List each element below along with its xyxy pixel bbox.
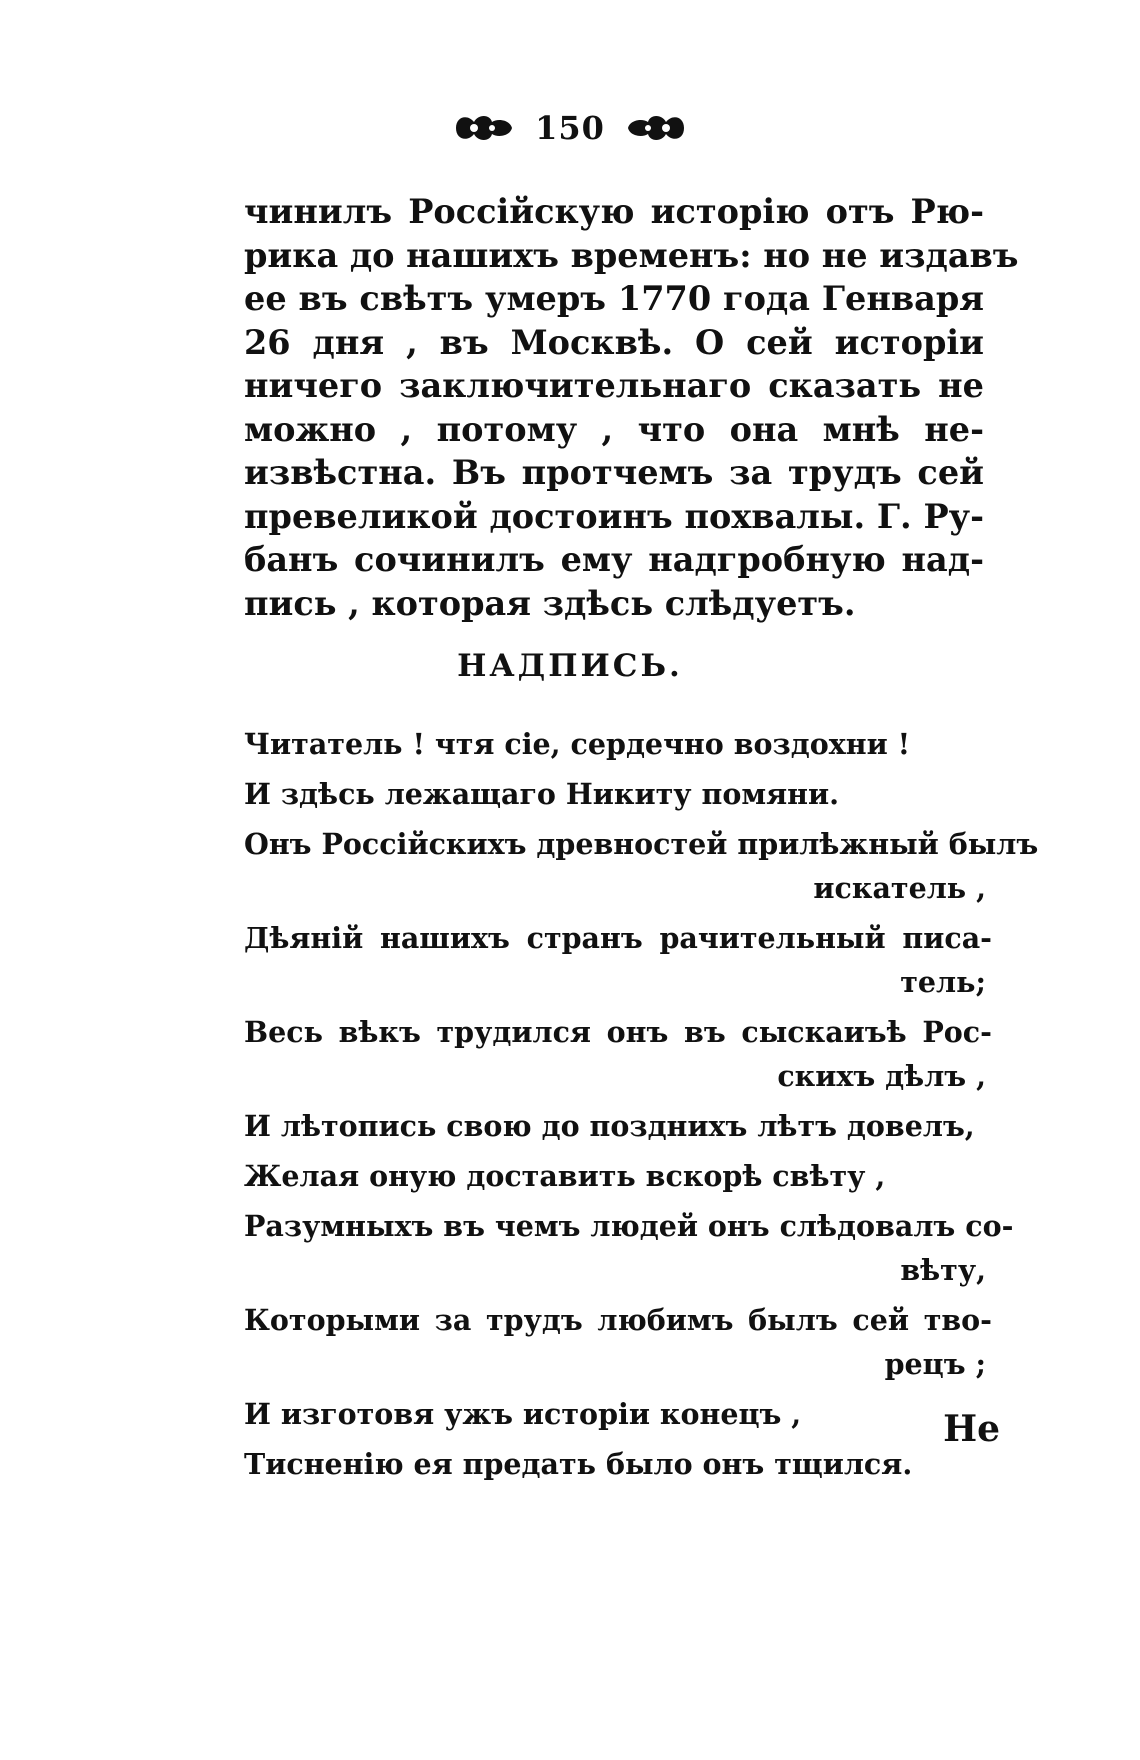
prose-line: извѣстна. Въ протчемъ за трудъ сей — [244, 453, 984, 492]
verse-line-continuation: вѣту, — [900, 1253, 986, 1287]
verse-line: Разумныхъ въ чемъ людей онъ слѣдовалъ со- — [244, 1209, 1014, 1243]
catchword: Не — [943, 1408, 1000, 1450]
page-header — [0, 108, 1140, 162]
prose-line: 26 дня , въ Москвѣ. О сей исторіи — [244, 322, 984, 362]
prose-line: можно , потому , что она мнѣ не- — [244, 409, 984, 449]
verse-line-continuation: тель; — [900, 965, 986, 999]
prose-line: рика до нашихъ временъ: но не издавъ — [244, 235, 1019, 275]
verse-line: Тисненію ея предать было онъ тщился. — [244, 1447, 913, 1481]
verse-line: И изготовя ужъ исторіи конецъ , — [244, 1397, 802, 1431]
printer-ornament-right-icon — [622, 108, 690, 148]
page-number: 150 — [535, 109, 605, 147]
verse-line-continuation: рецъ ; — [884, 1347, 986, 1381]
prose-paragraph — [244, 190, 1019, 625]
verse-line: Онъ Россійскихъ древностей прилѣжный былъ — [244, 827, 1039, 861]
verse-line: Желая оную доставить вскорѣ свѣту , — [244, 1159, 886, 1193]
inscription-verse — [244, 722, 1039, 1492]
printer-ornament-left-icon — [450, 108, 518, 148]
prose-line: пись , которая здѣсь слѣдуетъ. — [244, 583, 856, 623]
prose-line: ничего заключительнаго сказать не — [244, 366, 984, 405]
verse-line: Читатель ! чтя сіе, сердечно воздохни ! — [244, 727, 911, 761]
verse-line: Весь вѣкъ трудился онъ въ сыскаиъѣ Рос- — [244, 1015, 992, 1049]
verse-line: Дѣяній нашихъ странъ рачительный писа- — [244, 921, 992, 955]
prose-line: превеликой достоинъ похвалы. Г. Ру- — [244, 496, 984, 536]
verse-line: И лѣтопись свою до позднихъ лѣтъ довелъ, — [244, 1109, 975, 1143]
verse-line: Которыми за трудъ любимъ былъ сей тво- — [244, 1303, 992, 1337]
inscription-title: НАДПИСЬ. — [457, 648, 683, 684]
prose-line: банъ сочинилъ ему надгробную над- — [244, 540, 984, 579]
verse-line: И здѣсь лежащаго Никиту помяни. — [244, 777, 840, 811]
prose-line: ее въ свѣтъ умеръ 1770 года Генваря — [244, 279, 984, 318]
verse-line-continuation: скихъ дѣлъ , — [777, 1059, 986, 1093]
verse-line-continuation: искатель , — [813, 871, 986, 905]
prose-line: чинилъ Россійскую исторію отъ Рю- — [244, 192, 984, 231]
